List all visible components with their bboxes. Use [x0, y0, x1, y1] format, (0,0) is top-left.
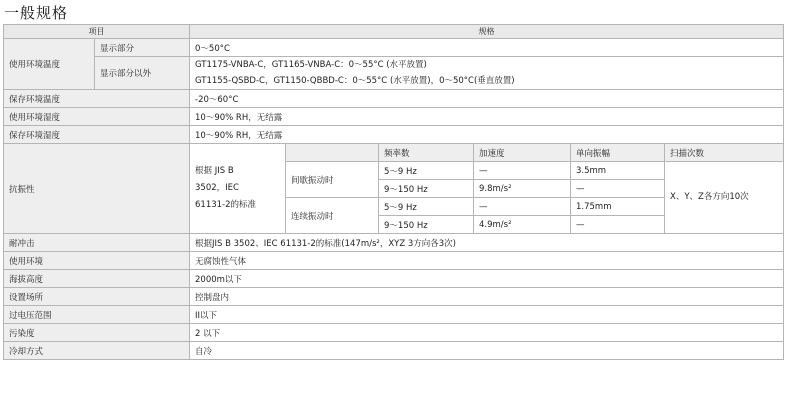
vibration-r2-accel: 9.8m/s² — [474, 180, 571, 198]
table-row — [4, 90, 784, 108]
vibration-header-blank — [286, 144, 379, 162]
row-label-cooling: 冷却方式 — [4, 342, 190, 360]
vibration-count-value: X、Y、Z各方向10次 — [665, 162, 784, 234]
sub-label-display: 显示部分 — [95, 39, 190, 57]
vibration-r3-freq: 5～9 Hz — [379, 198, 474, 216]
table-row — [4, 144, 784, 162]
table-row — [4, 324, 784, 342]
value-overvoltage: II以下 — [190, 306, 784, 324]
table-row — [4, 126, 784, 144]
vibration-standard-line1: 根据 JIS B — [195, 166, 234, 176]
table-row — [4, 288, 784, 306]
vibration-r4-freq: 9～150 Hz — [379, 216, 474, 234]
value-cooling: 自冷 — [190, 342, 784, 360]
value-humid-store: 10～90% RH，无结露 — [190, 126, 784, 144]
vibration-r2-amp: — — [571, 180, 665, 198]
vibration-intermittent: 间歇振动时 — [286, 162, 379, 198]
row-label-humid-use: 使用环境湿度 — [4, 108, 190, 126]
header-item: 项目 — [4, 25, 190, 39]
value-other-line2: GT1155-QSBD-C，GT1150-QBBD-C：0～55°C (水平放置)，0～50°C(垂直放置) — [195, 76, 515, 86]
vibration-col-freq: 频率数 — [379, 144, 474, 162]
vibration-r1-freq: 5～9 Hz — [379, 162, 474, 180]
table-row — [4, 306, 784, 324]
row-label-temp-use: 使用环境温度 — [4, 39, 95, 90]
value-other-line1: GT1175-VNBA-C，GT1165-VNBA-C：0～55°C (水平放置) — [195, 60, 427, 70]
vibration-r3-accel: — — [474, 198, 571, 216]
vibration-r1-accel: — — [474, 162, 571, 180]
vibration-r4-accel: 4.9m/s² — [474, 216, 571, 234]
row-label-altitude: 海拔高度 — [4, 270, 190, 288]
value-altitude: 2000m以下 — [190, 270, 784, 288]
vibration-standard-line2: 3502，IEC — [195, 183, 239, 193]
value-temp-store: -20～60°C — [190, 90, 784, 108]
table-row — [4, 342, 784, 360]
header-spec: 规格 — [190, 25, 784, 39]
spec-table — [3, 24, 784, 360]
table-header-row — [4, 25, 784, 39]
table-row — [4, 57, 784, 90]
value-location: 控制盘内 — [190, 288, 784, 306]
row-label-temp-store: 保存环境温度 — [4, 90, 190, 108]
row-label-atmosphere: 使用环境 — [4, 252, 190, 270]
value-humid-use: 10～90% RH，无结露 — [190, 108, 784, 126]
value-atmosphere: 无腐蚀性气体 — [190, 252, 784, 270]
vibration-col-count: 扫描次数 — [665, 144, 784, 162]
row-label-pollution: 污染度 — [4, 324, 190, 342]
vibration-r3-amp: 1.75mm — [571, 198, 665, 216]
row-label-overvoltage: 过电压范围 — [4, 306, 190, 324]
row-label-humid-store: 保存环境湿度 — [4, 126, 190, 144]
value-display-temp: 0～50°C — [190, 39, 784, 57]
value-other-temp — [190, 57, 784, 90]
vibration-r2-freq: 9～150 Hz — [379, 180, 474, 198]
table-row — [4, 252, 784, 270]
page-title: 一般规格 — [4, 4, 69, 22]
vibration-standard-line3: 61131-2的标准 — [195, 200, 257, 210]
table-row — [4, 270, 784, 288]
value-shock: 根据JIS B 3502、IEC 61131-2的标准(147m/s²，XYZ 3方向各3次) — [190, 234, 784, 252]
vibration-continuous: 连续振动时 — [286, 198, 379, 234]
table-row — [4, 108, 784, 126]
vibration-col-amp: 单向振幅 — [571, 144, 665, 162]
value-pollution: 2 以下 — [190, 324, 784, 342]
sub-label-other: 显示部分以外 — [95, 57, 190, 90]
vibration-r4-amp: — — [571, 216, 665, 234]
row-label-location: 设置场所 — [4, 288, 190, 306]
vibration-col-accel: 加速度 — [474, 144, 571, 162]
vibration-standard — [190, 144, 286, 234]
row-label-shock: 耐冲击 — [4, 234, 190, 252]
row-label-vibration: 抗振性 — [4, 144, 190, 234]
table-row — [4, 39, 784, 57]
table-row — [4, 234, 784, 252]
vibration-r1-amp: 3.5mm — [571, 162, 665, 180]
